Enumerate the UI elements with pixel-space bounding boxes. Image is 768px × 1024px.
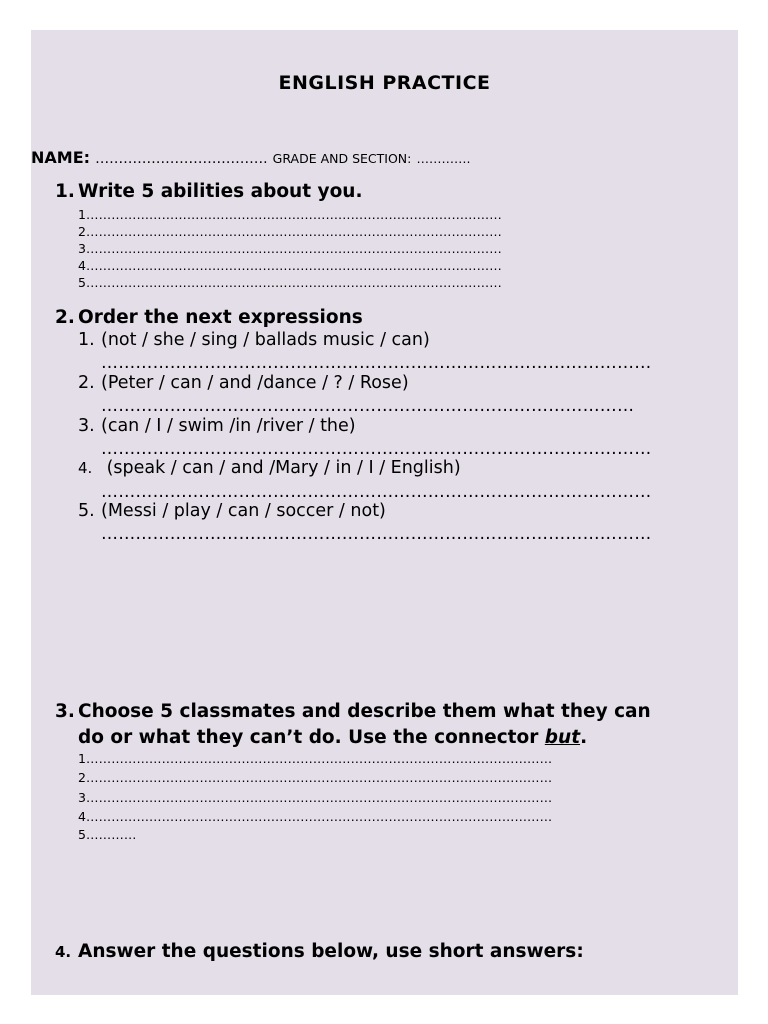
question-3-text-line2: [78, 727, 587, 748]
answer-line: 1………………………………………………………………………………………: [78, 207, 502, 222]
question-3-text-line1: Choose 5 classmates and describe them what they can: [78, 701, 651, 722]
question-3-number: 3.: [55, 701, 75, 722]
name-row: [31, 148, 470, 167]
question-4-heading: [55, 941, 584, 962]
question-2-number: 2.: [55, 307, 75, 328]
answer-line: 2…………………………………………………………………………………………………: [78, 770, 553, 785]
order-answer-line: ……………………………………………………………………………………: [101, 439, 652, 459]
order-item-number: 3.: [78, 416, 95, 436]
question-1-heading: [55, 181, 362, 202]
answer-line: 2………………………………………………………………………………………: [78, 224, 502, 239]
order-answer-line: ……………………………………………………………………………………: [101, 524, 652, 544]
name-blank: ……………………………….: [95, 151, 268, 167]
grade-section-label: GRADE AND SECTION:: [272, 151, 412, 166]
connector-word: but: [544, 727, 581, 748]
question-1-number: 1.: [55, 181, 75, 202]
order-item: [78, 458, 461, 478]
question-4-number: 4.: [55, 943, 72, 961]
order-item: [78, 416, 356, 436]
grade-section-blank: ………….: [416, 151, 471, 166]
answer-line: 5…………: [78, 827, 137, 842]
order-item-number: 4.: [78, 459, 93, 477]
answer-line: 3………………………………………………………………………………………: [78, 241, 502, 256]
order-item: [78, 501, 386, 521]
question-3-text: do or what they can’t do. Use the connector: [78, 727, 545, 748]
name-label: NAME:: [31, 148, 91, 167]
question-4-text: Answer the questions below, use short answers:: [78, 941, 584, 962]
order-item-text: (speak / can / and /Mary / in / I / English): [101, 458, 461, 478]
question-3-heading: [55, 701, 651, 722]
order-item-text: (Messi / play / can / soccer / not): [101, 501, 386, 521]
question-2-text: Order the next expressions: [78, 307, 363, 328]
order-item-number: 2.: [78, 373, 95, 393]
page-title: ENGLISH PRACTICE: [278, 72, 491, 94]
answer-line: 3…………………………………………………………………………………………………: [78, 790, 553, 805]
answer-line: 4…………………………………………………………………………………………………: [78, 809, 553, 824]
order-answer-line: ……………………………………………………………………………………: [101, 353, 652, 373]
order-answer-line: …………………………………………………………………………………: [101, 396, 635, 416]
order-item-text: (can / I / swim /in /river / the): [101, 416, 356, 436]
answer-line: 4………………………………………………………………………………………: [78, 258, 502, 273]
question-2-heading: [55, 307, 363, 328]
order-item-number: 5.: [78, 501, 95, 521]
worksheet-page: [31, 30, 738, 995]
order-item: [78, 373, 409, 393]
order-item-text: (not / she / sing / ballads music / can): [101, 330, 430, 350]
answer-line: 5………………………………………………………………………………………: [78, 275, 502, 290]
order-item-number: 1.: [78, 330, 95, 350]
question-1-text: Write 5 abilities about you.: [78, 181, 363, 202]
answer-line: 1…………………………………………………………………………………………………: [78, 751, 553, 766]
question-3-period: .: [580, 727, 588, 748]
order-answer-line: ……………………………………………………………………………………: [101, 482, 652, 502]
order-item-text: (Peter / can / and /dance / ? / Rose): [101, 373, 409, 393]
order-item: [78, 330, 430, 350]
